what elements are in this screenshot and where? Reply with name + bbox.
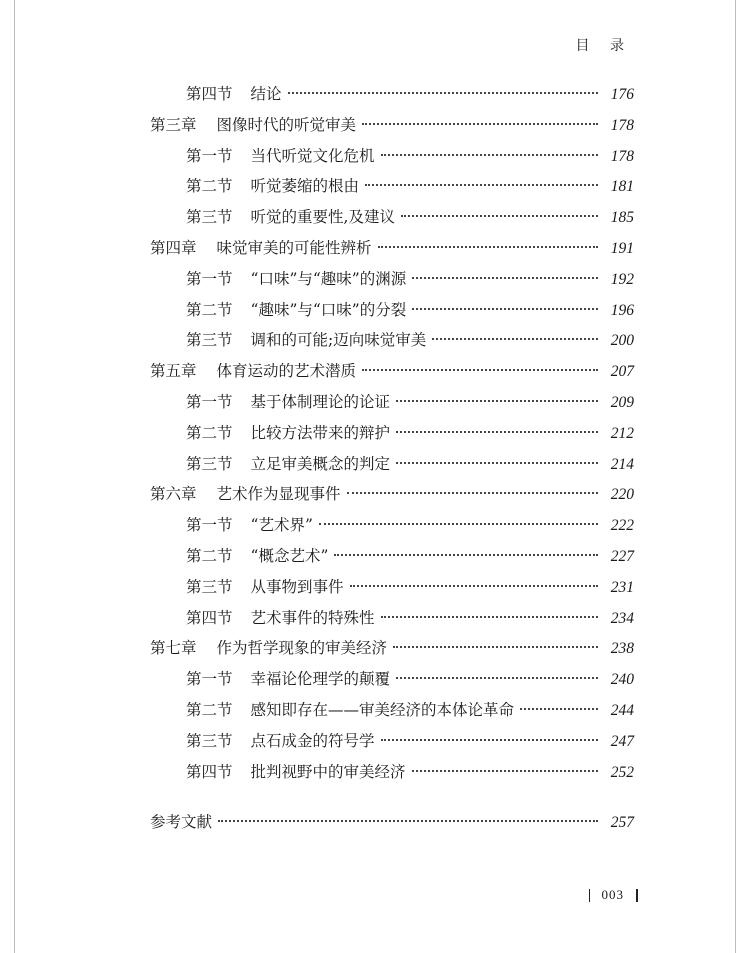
- toc-chapter-title: 味觉审美的可能性辨析: [216, 238, 372, 257]
- dot-leader: [412, 277, 598, 279]
- toc-entry-page: 240: [610, 671, 634, 689]
- references-page: 257: [610, 814, 634, 832]
- dot-leader: [350, 585, 598, 587]
- dot-leader: [365, 184, 598, 186]
- toc-entry-page: 196: [610, 301, 634, 319]
- toc-entry-page: 252: [610, 763, 634, 781]
- toc-chapter-title: 作为哲学现象的审美经济: [216, 639, 388, 658]
- toc-entry-number: 第三节: [186, 454, 233, 473]
- dot-leader: [218, 820, 598, 822]
- dot-leader: [412, 308, 598, 310]
- dot-leader: [396, 462, 598, 464]
- dot-leader: [362, 123, 598, 125]
- toc-chapter[interactable]: [150, 236, 634, 267]
- page-number: 003: [601, 887, 624, 902]
- dot-leader: [396, 400, 598, 402]
- dot-leader: [432, 338, 598, 340]
- toc-entry-page: 247: [610, 732, 634, 750]
- toc-chapter[interactable]: [150, 482, 634, 513]
- toc-chapter[interactable]: [150, 113, 634, 144]
- toc-chapter-number: 第七章: [150, 639, 197, 658]
- toc-entry[interactable]: [150, 390, 634, 421]
- toc-chapter-page: 178: [610, 116, 634, 134]
- toc-entry-page: 214: [610, 455, 634, 473]
- dot-leader: [334, 554, 598, 556]
- toc-entry[interactable]: [150, 698, 634, 729]
- dot-leader: [412, 770, 598, 772]
- toc-entry-title: 幸福论伦理学的颠覆: [250, 670, 391, 689]
- toc-entry-title: 结论: [250, 85, 282, 103]
- toc-entry[interactable]: [150, 575, 634, 606]
- toc-entry-page: 212: [610, 424, 634, 442]
- toc-entry-number: 第一节: [186, 392, 233, 411]
- toc-entry[interactable]: [150, 298, 634, 329]
- toc-entry-page: 200: [610, 332, 634, 350]
- toc-entry-number: 第一节: [186, 670, 233, 689]
- toc-entry-number: 第一节: [186, 516, 233, 535]
- toc-entry[interactable]: [150, 421, 634, 452]
- toc-entry[interactable]: [150, 205, 634, 236]
- toc-chapter-number: 第六章: [150, 485, 197, 504]
- toc-entry-title: 当代听觉文化危机: [250, 146, 375, 165]
- toc-entry-title: 调和的可能;迈向味觉审美: [250, 331, 427, 350]
- toc-entry-number: 第二节: [186, 546, 233, 565]
- references-label: 参考文献: [150, 813, 213, 832]
- toc-chapter-number: 第四章: [150, 238, 197, 257]
- toc-entry-number: 第三节: [186, 331, 233, 350]
- toc-entry[interactable]: [150, 513, 634, 544]
- toc-entry-number: 第四节: [186, 762, 233, 781]
- toc-chapter-page: 238: [610, 640, 634, 658]
- toc-entry[interactable]: [150, 452, 634, 483]
- toc-entry-page: 231: [610, 578, 634, 596]
- toc-entry-page: 227: [610, 547, 634, 565]
- dot-leader: [381, 616, 598, 618]
- toc-entry-number: 第二节: [186, 177, 233, 196]
- toc-entry-number: 第四节: [186, 608, 233, 627]
- toc-entry-page: 178: [610, 147, 634, 165]
- toc-entry-number: 第三节: [186, 208, 233, 227]
- dot-leader: [393, 646, 598, 648]
- toc-references[interactable]: [150, 810, 634, 841]
- dot-leader: [347, 492, 598, 494]
- toc-entry-title: 听觉的重要性,及建议: [250, 208, 395, 227]
- dot-leader: [319, 523, 598, 525]
- toc-chapter-page: 207: [610, 363, 634, 381]
- toc-entry-page: 192: [610, 270, 634, 288]
- dot-leader: [288, 92, 598, 94]
- toc-entry[interactable]: [150, 667, 634, 698]
- toc-entry[interactable]: [150, 760, 634, 791]
- dot-leader: [362, 369, 598, 371]
- toc-entry[interactable]: [150, 82, 634, 113]
- toc-entry-number: 第二节: [186, 300, 233, 319]
- toc-chapter[interactable]: [150, 359, 634, 390]
- table-of-contents: [150, 82, 634, 841]
- page-number-footer: [589, 887, 639, 903]
- toc-entry-number: 第二节: [186, 700, 233, 719]
- dot-leader: [378, 246, 598, 248]
- toc-entry[interactable]: [150, 174, 634, 205]
- toc-entry-number: 第一节: [186, 146, 233, 165]
- toc-chapter-page: 191: [610, 239, 634, 257]
- toc-entry-page: 209: [610, 393, 634, 411]
- toc-entry-title: 批判视野中的审美经济: [250, 762, 406, 781]
- toc-entry[interactable]: [150, 544, 634, 575]
- toc-entry-title: 从事物到事件: [250, 577, 344, 596]
- toc-entry[interactable]: [150, 729, 634, 760]
- toc-entry-page: 234: [610, 609, 634, 627]
- toc-entry-title: 听觉萎缩的根由: [250, 177, 360, 196]
- dot-leader: [381, 739, 598, 741]
- toc-entry[interactable]: [150, 267, 634, 298]
- folio-left-rule: [589, 889, 590, 902]
- toc-entry-title: 基于体制理论的论证: [250, 392, 391, 411]
- dot-leader: [396, 431, 598, 433]
- toc-chapter-number: 第三章: [150, 115, 197, 134]
- toc-entry-title: “口味”与“趣味”的渊源: [250, 269, 407, 288]
- toc-chapter-page: 220: [610, 486, 634, 504]
- toc-entry-page: 185: [610, 209, 634, 227]
- dot-leader: [381, 154, 598, 156]
- toc-entry-title: 艺术事件的特殊性: [250, 608, 375, 627]
- toc-chapter[interactable]: [150, 636, 634, 667]
- toc-entry-page: 181: [610, 178, 634, 196]
- toc-entry[interactable]: [150, 144, 634, 175]
- toc-entry-number: 第三节: [186, 577, 233, 596]
- toc-chapter-title: 体育运动的艺术潜质: [216, 362, 357, 381]
- running-header: 目 录: [575, 38, 632, 54]
- toc-entry-title: 感知即存在——审美经济的本体论革命: [250, 700, 515, 719]
- folio-right-rule: [636, 889, 638, 902]
- toc-entry-number: 第三节: [186, 731, 233, 750]
- toc-entry-title: 比较方法带来的辩护: [250, 423, 391, 442]
- toc-chapter-title: 艺术作为显现事件: [216, 485, 341, 504]
- toc-entry-title: 点石成金的符号学: [250, 731, 375, 750]
- toc-chapter-title: 图像时代的听觉审美: [216, 115, 357, 134]
- toc-entry-title: “概念艺术”: [250, 546, 329, 565]
- toc-entry-page: 244: [610, 701, 634, 719]
- toc-entry-page: 176: [610, 86, 634, 103]
- toc-entry-number: 第四节: [186, 85, 233, 103]
- toc-entry[interactable]: [150, 328, 634, 359]
- toc-entry-title: “艺术界”: [250, 516, 313, 535]
- toc-entry[interactable]: [150, 606, 634, 637]
- toc-chapter-number: 第五章: [150, 362, 197, 381]
- toc-entry-number: 第二节: [186, 423, 233, 442]
- toc-entry-title: 立足审美概念的判定: [250, 454, 391, 473]
- toc-entry-title: “趣味”与“口味”的分裂: [250, 300, 407, 319]
- dot-leader: [520, 708, 598, 710]
- toc-entry-number: 第一节: [186, 269, 233, 288]
- dot-leader: [396, 677, 598, 679]
- toc-entry-page: 222: [610, 517, 634, 535]
- dot-leader: [401, 215, 598, 217]
